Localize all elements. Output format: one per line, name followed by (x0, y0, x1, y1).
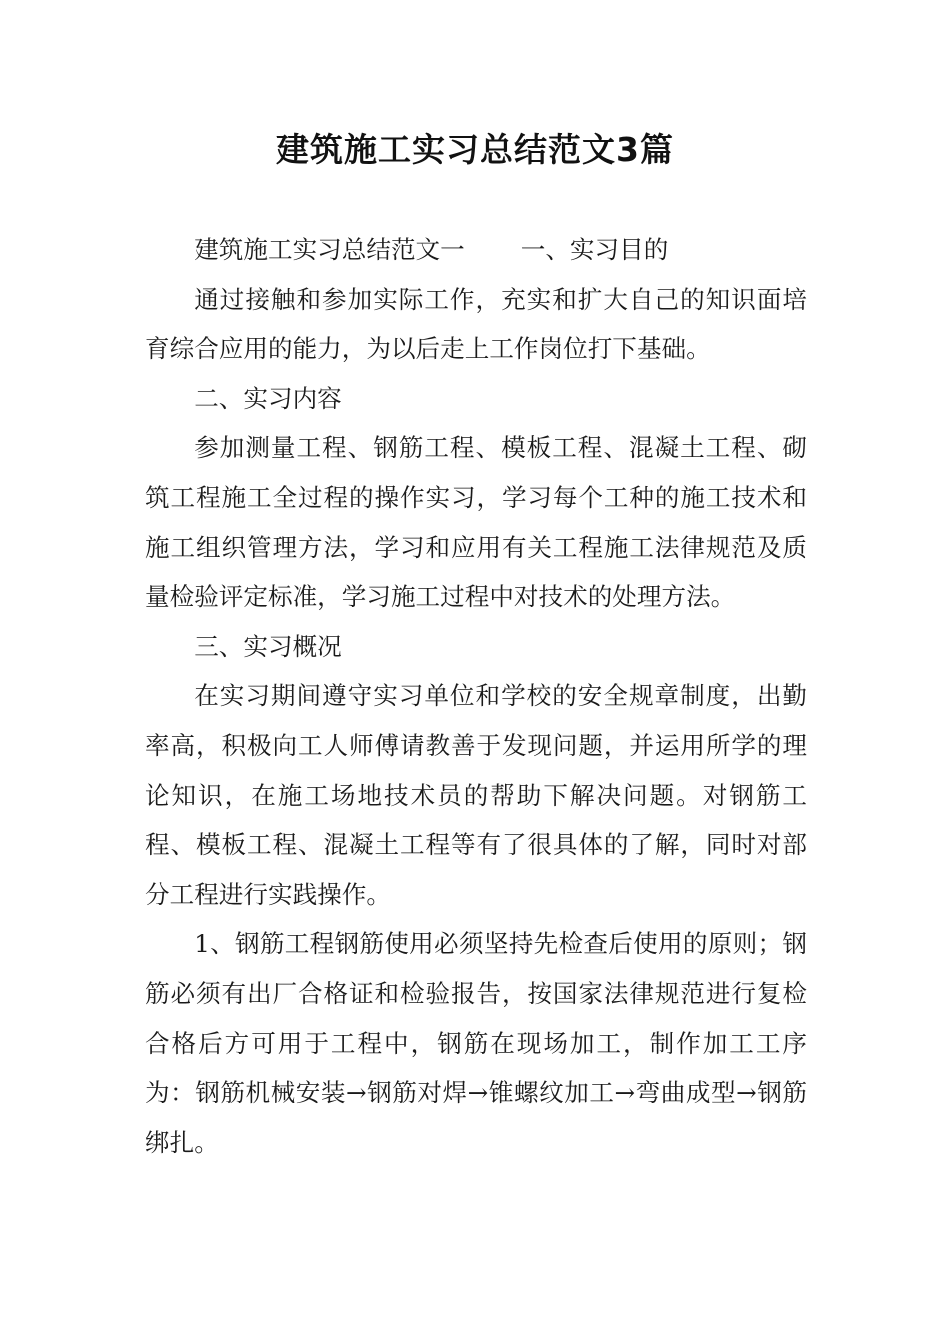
document-body (145, 225, 807, 1167)
section-heading-purpose: 一、实习目的 (520, 235, 669, 264)
paragraph-content: 参加测量工程、钢筋工程、模板工程、混凝土工程、砌筑工程施工全过程的操作实习，学习每个工种的施工技术和施工组织管理方法，学习和应用有关工程施工法律规范及质量检验评定标准，学习施工过程中对技术的处理方法。 (145, 433, 807, 612)
paragraph-rebar: 1、钢筋工程钢筋使用必须坚持先检查后使用的原则；钢筋必须有出厂合格证和检验报告，按国家法律规范进行复检合格后方可用于工程中，钢筋在现场加工，制作加工工序为：钢筋机械安装→钢筋对焊→锥螺纹加工→弯曲成型→钢筋绑扎。 (145, 929, 807, 1157)
intro-label: 建筑施工实习总结范文一 (194, 235, 465, 264)
intro-heading-line (145, 225, 807, 275)
document-title: 建筑施工实习总结范文3篇 (276, 130, 674, 169)
paragraph-overview: 在实习期间遵守实习单位和学校的安全规章制度，出勤率高，积极向工人师傅请教善于发现问题，并运用所学的理论知识，在施工场地技术员的帮助下解决问题。对钢筋工程、模板工程、混凝土工程等有了很具体的了解，同时对部分工程进行实践操作。 (145, 681, 807, 909)
section-heading-content: 二、实习内容 (194, 383, 342, 413)
paragraph-purpose: 通过接触和参加实际工作，充实和扩大自己的知识面培育综合应用的能力，为以后走上工作岗位打下基础。 (145, 284, 807, 364)
section-heading-overview: 三、实习概况 (194, 631, 342, 661)
